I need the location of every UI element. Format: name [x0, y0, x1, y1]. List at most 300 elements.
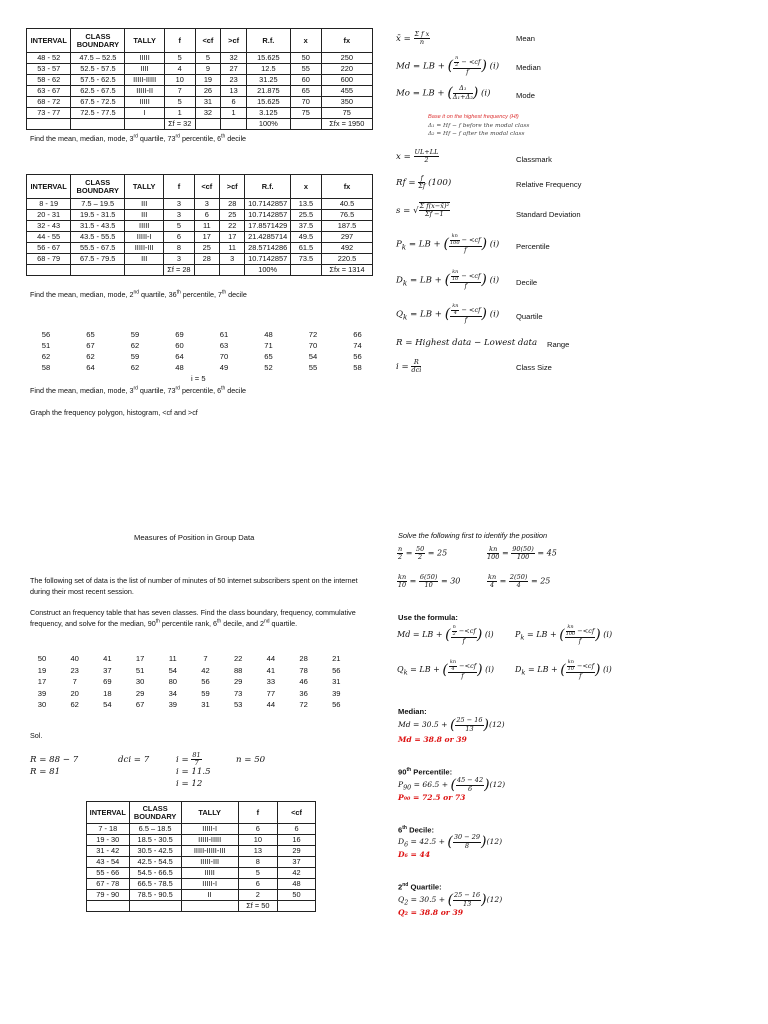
- table-cell: 16: [278, 835, 316, 846]
- table-cell: 65: [290, 86, 321, 97]
- table-cell: 100%: [245, 265, 291, 276]
- data-value: 56: [332, 700, 341, 709]
- median-calc: Md = 30.5 + ( $\frac{25 - 16}{13}$ )(12): [398, 716, 505, 733]
- data-value: 34: [168, 688, 178, 698]
- dci-value: dci = 7: [118, 755, 150, 765]
- col-header: >cf: [220, 175, 245, 199]
- col-header: TALLY: [125, 175, 164, 199]
- col-header: R.f.: [246, 29, 290, 53]
- data-value: 56: [201, 677, 210, 686]
- col-header: fx: [321, 29, 372, 53]
- col-header: <cf: [195, 29, 221, 53]
- data-value: 69: [175, 330, 184, 339]
- table-cell: IIIII: [181, 868, 238, 879]
- table-cell: 37.5: [290, 221, 321, 232]
- median-label: Median: [516, 63, 541, 72]
- table-cell: IIIII: [125, 53, 164, 64]
- table-row: [87, 868, 316, 879]
- data-value: 48: [264, 330, 273, 339]
- table-cell: 350: [321, 97, 372, 108]
- table-row: [87, 857, 316, 868]
- mean-formula: x̄ = $\frac{\text{Σ f x}}{n}$: [396, 30, 430, 47]
- data-value: 59: [130, 330, 140, 339]
- data-value: 62: [130, 341, 140, 350]
- question-2: [30, 290, 247, 299]
- data-value: 67: [135, 700, 145, 709]
- data-value: 62: [70, 700, 79, 709]
- table-cell: 73 - 77: [27, 108, 71, 119]
- median-formula-2: Md = LB + ( $\frac{n}{2}$ −<cf f ) (i): [397, 624, 494, 645]
- class-size-calc-1: i = $\frac{81}{7}$: [176, 751, 201, 768]
- intro-paragraph: The following set of data is the list of number of minutes of 50 internet subscribers spent on the internet during their most recent session.: [30, 576, 358, 597]
- table-cell: 3: [164, 254, 194, 265]
- table-cell: IIII: [125, 64, 164, 75]
- decile-label: Decile: [516, 278, 538, 287]
- table-cell: 30.5 - 42.5: [129, 846, 181, 857]
- col-header: <cf: [278, 802, 316, 824]
- data-value: 37: [103, 665, 112, 675]
- data-value: 65: [86, 330, 95, 339]
- quartile-label: Quartile: [516, 312, 543, 321]
- table-cell: 7.5 – 19.5: [71, 199, 125, 210]
- data-value: 80: [168, 677, 178, 686]
- table-total-row: [27, 265, 373, 276]
- table-cell: 1: [221, 108, 247, 119]
- table-cell: 37: [278, 857, 316, 868]
- data-value: 11: [168, 654, 177, 663]
- col-header: fx: [322, 175, 373, 199]
- table-cell: 50: [290, 53, 321, 64]
- class-size-note: i = 5: [191, 374, 206, 383]
- solve-first-note: Solve the following first to identify the position: [398, 531, 548, 540]
- data-value: 72: [308, 330, 318, 339]
- table-cell: 67.5 - 79.5: [71, 254, 125, 265]
- section-title: Measures of Position in Group Data: [134, 533, 255, 542]
- table-cell: 25.5: [290, 210, 321, 221]
- table-cell: 55.5 - 67.5: [71, 243, 125, 254]
- table-cell: 6: [221, 97, 247, 108]
- data-value: 18: [103, 688, 112, 698]
- col-header: f: [164, 29, 195, 53]
- data-value: 59: [130, 352, 140, 361]
- table-cell: 220: [321, 64, 372, 75]
- p90-calc: $P_{90} = 66.5$ + ( $\frac{45 - 42}{6}$ )(12): [398, 776, 506, 793]
- q2-calc: $Q_2 = 30.5$ + ( $\frac{25 - 16}{13}$ )(12): [398, 891, 503, 908]
- table-cell: 250: [321, 53, 372, 64]
- table-cell: 47.5 – 52.5: [71, 53, 125, 64]
- data-value: 21: [332, 654, 341, 663]
- table-cell: 6: [238, 824, 277, 835]
- table-row: [87, 846, 316, 857]
- data-value: 29: [135, 688, 145, 698]
- data-value: 30: [37, 700, 47, 709]
- data-value: 72: [299, 700, 308, 709]
- class-size-calc-2: i = 11.5: [176, 767, 211, 777]
- data-value: 41: [103, 654, 112, 663]
- table-row: [87, 890, 316, 901]
- table-cell: 10.7142857: [245, 210, 291, 221]
- data-value: 54: [308, 352, 318, 361]
- table-cell: 19 - 30: [87, 835, 130, 846]
- table-cell: 48: [278, 879, 316, 890]
- table-cell: 57.5 - 62.5: [71, 75, 125, 86]
- table-row: [27, 243, 373, 254]
- table-cell: 29: [278, 846, 316, 857]
- col-header: >cf: [221, 29, 247, 53]
- data-value: 62: [86, 352, 95, 361]
- table-cell: 3: [164, 199, 194, 210]
- table-cell: IIIII-I: [125, 232, 164, 243]
- class-size-label: Class Size: [516, 363, 552, 372]
- table-cell: 58 - 62: [27, 75, 71, 86]
- q2-position: $\frac{kn}{4}$ = $\frac{2(50)}{4}$ = 25: [488, 573, 551, 590]
- table-cell: 20 - 31: [27, 210, 71, 221]
- data-value: 56: [332, 665, 341, 675]
- table-cell: [194, 265, 219, 276]
- table-row: [27, 53, 373, 64]
- table-cell: 17: [220, 232, 245, 243]
- class-size-formula: i = $\frac{R}{\text{dci}}$: [396, 358, 422, 375]
- table-cell: 6: [278, 824, 316, 835]
- range-label: Range: [547, 340, 570, 349]
- data-value: 56: [41, 330, 51, 339]
- range-calc-2: R = 81: [30, 767, 61, 777]
- data-value: 62: [41, 352, 51, 361]
- mode-label: Mode: [516, 91, 535, 100]
- table-cell: 9: [195, 64, 221, 75]
- col-header: INTERVAL: [27, 175, 71, 199]
- table-cell: [71, 119, 125, 130]
- table-row: [27, 199, 373, 210]
- table-cell: [27, 265, 71, 276]
- q2-result: Q₂ = 38.8 or 39: [398, 908, 464, 917]
- data-value: 42: [201, 665, 210, 675]
- table-cell: 220.5: [322, 254, 373, 265]
- data-value: 39: [332, 688, 341, 698]
- n-value: n = 50: [236, 755, 266, 765]
- table-cell: [181, 901, 238, 912]
- data-value: 17: [135, 654, 145, 663]
- table-cell: 50: [278, 890, 316, 901]
- table-cell: 55: [290, 64, 321, 75]
- table-row: [27, 97, 373, 108]
- data-value: 31: [332, 677, 341, 686]
- table-cell: [27, 119, 71, 130]
- table-cell: [129, 901, 181, 912]
- col-header: <cf: [194, 175, 219, 199]
- mode-note-title: Base it on the highest frequency (Hf): [428, 114, 519, 120]
- data-value: 31: [201, 700, 210, 709]
- d6-calc: $D_6 = 42.5$ + ( $\frac{30 - 29}{8}$ )(12): [398, 833, 503, 850]
- table-cell: 22: [220, 221, 245, 232]
- p90-position: $\frac{kn}{100}$ = $\frac{90(50)}{100}$ = 45: [487, 545, 557, 562]
- frequency-table-2: [26, 174, 373, 276]
- table-cell: 21.875: [246, 86, 290, 97]
- data-value: 7: [203, 654, 208, 663]
- data-value: 74: [353, 341, 362, 350]
- table-cell: III: [125, 254, 164, 265]
- table-cell: 2: [238, 890, 277, 901]
- table-cell: [278, 901, 316, 912]
- data-value: 69: [103, 677, 112, 686]
- data-value: 60: [175, 341, 184, 350]
- table-cell: 6: [164, 232, 194, 243]
- question-text: Find the mean, median, mode, 3rd quartile, 73rd percentile, 6th decile: [30, 134, 247, 144]
- data-value: 51: [135, 665, 145, 675]
- table-cell: 13: [221, 86, 247, 97]
- col-header: x: [290, 29, 321, 53]
- table-cell: 55 - 66: [87, 868, 130, 879]
- table-cell: 5: [238, 868, 277, 879]
- median-title: Median:: [398, 707, 427, 716]
- col-header: CLASS BOUNDARY: [71, 29, 125, 53]
- data-value: 88: [233, 665, 243, 675]
- mode-note-2: Δ₂ = Hf − f after the modal class: [428, 131, 525, 137]
- median-result: Md = 38.8 or 39: [398, 735, 467, 744]
- quartile-formula-2: $Q_k$ = LB + ( $\frac{kn}{4}$ −<cf f ) (i): [397, 659, 494, 680]
- data-value: 65: [264, 352, 273, 361]
- table-cell: Σfx = 1314: [322, 265, 373, 276]
- percentile-formula: $P_k$ = LB + ( $\frac{kn}{100}$ − <cf f ) (i): [396, 233, 500, 254]
- table-cell: 31 - 42: [87, 846, 130, 857]
- table-row: [27, 86, 373, 97]
- question-text: Find the mean, median, mode, 2nd quartile, 36th percentile, 7th decile: [30, 290, 247, 300]
- data-value: 66: [353, 330, 362, 339]
- data-value: 52: [264, 363, 273, 372]
- table-cell: Σf = 28: [164, 265, 194, 276]
- table-cell: IIIII-III: [181, 857, 238, 868]
- col-header: CLASS BOUNDARY: [129, 802, 181, 824]
- table-row: [27, 221, 373, 232]
- p90-result: P₉₀ = 72.5 or 73: [398, 793, 466, 802]
- table-total-row: [87, 901, 316, 912]
- question-text: Find the mean, median, mode, 3rd quartile, 73rd percentile, 6th decile: [30, 386, 247, 396]
- table-cell: 40.5: [322, 199, 373, 210]
- data-value: 39: [168, 700, 178, 709]
- data-value: 36: [299, 688, 308, 698]
- table-cell: 72.5 - 77.5: [71, 108, 125, 119]
- table-cell: 75: [290, 108, 321, 119]
- data-value: 39: [37, 688, 47, 698]
- data-value: 20: [70, 688, 79, 698]
- data-value: 17: [37, 677, 47, 686]
- table-cell: IIIII: [125, 221, 164, 232]
- table-cell: 25: [220, 210, 245, 221]
- range-calc-1: R = 88 − 7: [30, 755, 79, 765]
- table-cell: 67.5 - 72.5: [71, 97, 125, 108]
- table-cell: [71, 265, 125, 276]
- table-row: [27, 108, 373, 119]
- table-cell: 15.625: [246, 53, 290, 64]
- table-cell: Σf = 32: [164, 119, 195, 130]
- table-cell: II: [181, 890, 238, 901]
- table-row: [27, 210, 373, 221]
- data-value: 44: [266, 654, 276, 663]
- table-cell: 43 - 54: [87, 857, 130, 868]
- table-cell: 19.5 - 31.5: [71, 210, 125, 221]
- table-cell: 600: [321, 75, 372, 86]
- percentile-formula-2: $P_k$ = LB + ( $\frac{kn}{100}$ −<cf f ) (i): [515, 624, 613, 645]
- table-cell: 66.5 - 78.5: [129, 879, 181, 890]
- table-cell: 44 - 55: [27, 232, 71, 243]
- table-cell: 8: [164, 243, 194, 254]
- table-cell: 28: [220, 199, 245, 210]
- col-header: R.f.: [245, 175, 291, 199]
- data-value: 61: [219, 330, 229, 339]
- sd-label: Standard Deviation: [516, 210, 581, 219]
- data-value: 53: [233, 700, 243, 709]
- table-row: [27, 64, 373, 75]
- col-header: INTERVAL: [27, 29, 71, 53]
- table-total-row: [27, 119, 373, 130]
- table-cell: 6: [194, 210, 219, 221]
- table-cell: 43.5 - 55.5: [71, 232, 125, 243]
- data-value: 30: [135, 677, 145, 686]
- data-value: 59: [201, 688, 210, 698]
- data-value: 19: [37, 665, 47, 675]
- table-cell: 56 - 67: [27, 243, 71, 254]
- decile-formula-2: $D_k$ = LB + ( $\frac{kn}{10}$ −<cf f ) (i): [515, 659, 612, 680]
- table-cell: 11: [194, 221, 219, 232]
- data-value: 70: [308, 341, 318, 350]
- data-value: 29: [233, 677, 243, 686]
- table-cell: 49.5: [290, 232, 321, 243]
- table-cell: 32 - 43: [27, 221, 71, 232]
- table-cell: 26: [195, 86, 221, 97]
- table-row: [27, 232, 373, 243]
- q2-title: 2nd Quartile:: [398, 882, 442, 892]
- class-size-calc-3: i = 12: [176, 779, 203, 789]
- table-cell: [220, 265, 245, 276]
- mean-label: Mean: [516, 34, 535, 43]
- table-cell: IIIII-IIIII-III: [181, 846, 238, 857]
- table-cell: 27: [221, 64, 247, 75]
- table-cell: 5: [164, 221, 194, 232]
- table-cell: 455: [321, 86, 372, 97]
- table-cell: 10: [164, 75, 195, 86]
- table-cell: 8: [238, 857, 277, 868]
- data-value: 46: [299, 677, 308, 686]
- data-value: 50: [37, 654, 47, 663]
- data-value: 54: [168, 665, 178, 675]
- table-cell: 492: [322, 243, 373, 254]
- data-value: 49: [219, 363, 229, 372]
- table-header-row: [27, 29, 373, 53]
- table-cell: [125, 119, 164, 130]
- table-cell: 10: [238, 835, 277, 846]
- table-cell: 31: [195, 97, 221, 108]
- table-cell: 31.5 - 43.5: [71, 221, 125, 232]
- table-cell: 79 - 90: [87, 890, 130, 901]
- d6-title: 6th Decile:: [398, 825, 434, 835]
- table-cell: 67 - 78: [87, 879, 130, 890]
- table-cell: 68 - 72: [27, 97, 71, 108]
- table-row: [27, 254, 373, 265]
- table-cell: 21.4285714: [245, 232, 291, 243]
- table-cell: 52.5 - 57.5: [71, 64, 125, 75]
- table-cell: 15.625: [246, 97, 290, 108]
- table-cell: 13.5: [290, 199, 321, 210]
- table-cell: 13: [238, 846, 277, 857]
- data-value: 63: [219, 341, 229, 350]
- table-cell: IIIII-IIIII: [125, 75, 164, 86]
- col-header: TALLY: [125, 29, 164, 53]
- table-cell: 5: [195, 53, 221, 64]
- table-cell: 61.5: [290, 243, 321, 254]
- data-value: 71: [264, 341, 273, 350]
- table-cell: 23: [221, 75, 247, 86]
- data-value: 55: [308, 363, 318, 372]
- rf-formula: Rf = $\frac{f}{\Sigma f}$ (100): [396, 174, 452, 191]
- table-cell: 32: [221, 53, 247, 64]
- data-value: 48: [175, 363, 184, 372]
- table-cell: 7 - 18: [87, 824, 130, 835]
- table-cell: IIIII-I: [181, 879, 238, 890]
- col-header: f: [164, 175, 194, 199]
- table-cell: 10.7142857: [245, 254, 291, 265]
- table-cell: IIIII-I: [181, 824, 238, 835]
- table-cell: 17.8571429: [245, 221, 291, 232]
- table-cell: 60: [290, 75, 321, 86]
- table-cell: 76.5: [322, 210, 373, 221]
- mode-note-1: Δ₁ = Hf − f before the modal class: [428, 123, 530, 129]
- table-cell: III: [125, 199, 164, 210]
- data-value: 51: [41, 341, 51, 350]
- data-value: 40: [70, 654, 79, 663]
- data-value: 22: [233, 654, 243, 663]
- table-cell: 19: [195, 75, 221, 86]
- col-header: CLASS BOUNDARY: [71, 175, 125, 199]
- classmark-label: Classmark: [516, 155, 552, 164]
- table-cell: 78.5 - 90.5: [129, 890, 181, 901]
- table-cell: 1: [164, 108, 195, 119]
- table-cell: IIIII-III: [125, 243, 164, 254]
- table-cell: 100%: [246, 119, 290, 130]
- table-header-row: [27, 175, 373, 199]
- table-cell: 54.5 - 66.5: [129, 868, 181, 879]
- table-cell: 25: [194, 243, 219, 254]
- table-cell: 11: [220, 243, 245, 254]
- table-cell: 12.5: [246, 64, 290, 75]
- sol-label: Sol.: [30, 731, 43, 740]
- question-4: Graph the frequency polygon, histogram, <cf and >cf: [30, 408, 198, 417]
- d6-result: D₆ = 44: [398, 850, 431, 859]
- table-cell: IIIII-IIIII: [181, 835, 238, 846]
- table-cell: I: [125, 108, 164, 119]
- p90-title: 90th Percentile:: [398, 767, 453, 777]
- col-header: INTERVAL: [87, 802, 130, 824]
- table-cell: 3: [164, 210, 194, 221]
- table-cell: 187.5: [322, 221, 373, 232]
- data-value: 33: [266, 677, 276, 686]
- range-formula: R = Highest data − Lowest data: [396, 338, 538, 348]
- table-cell: 7: [164, 86, 195, 97]
- percentile-label: Percentile: [516, 242, 550, 251]
- table-cell: 53 - 57: [27, 64, 71, 75]
- task-paragraph: Construct an frequency table that has seven classes. Find the class boundary, frequency, commulative frequency, and solve for the median, 90th percentile rank, 6th decile, and 2nd quartile.: [30, 608, 356, 629]
- table-cell: 42: [278, 868, 316, 879]
- median-position: $\frac{n}{2}$ = $\frac{50}{2}$ = 25: [398, 545, 448, 562]
- table-cell: 6.5 – 18.5: [129, 824, 181, 835]
- question-3: [30, 386, 246, 395]
- frequency-table-1: [26, 28, 373, 130]
- data-value: 44: [266, 700, 276, 709]
- rf-label: Relative Frequency: [516, 180, 582, 189]
- table-cell: 5: [164, 53, 195, 64]
- table-cell: 3.125: [246, 108, 290, 119]
- table-cell: 73.5: [290, 254, 321, 265]
- table-cell: 75: [321, 108, 372, 119]
